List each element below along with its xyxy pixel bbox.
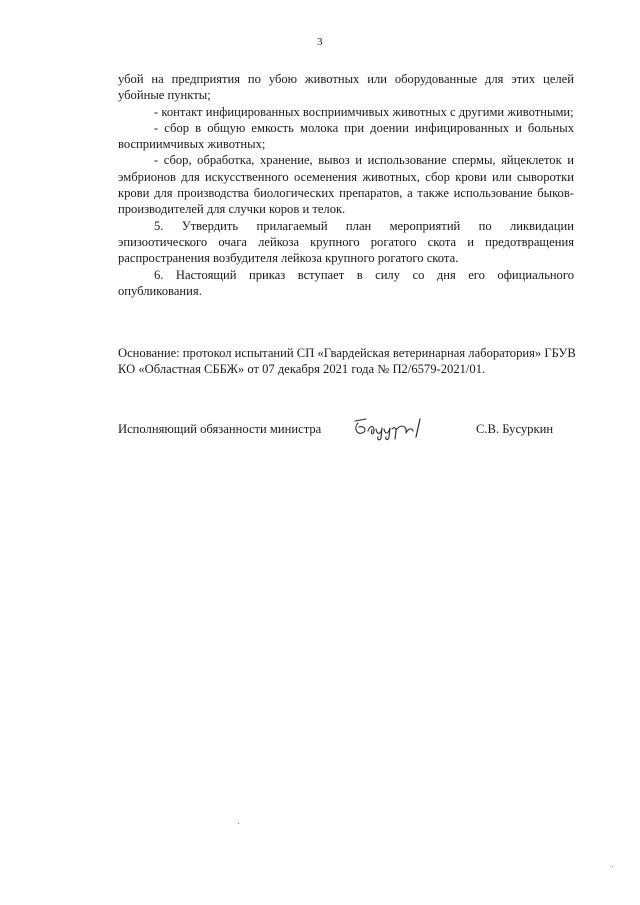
clause-6-effective-date: 6. Настоящий приказ вступает в силу со дня его официального опубликования. xyxy=(118,267,574,298)
list-item-sperm-handling: - сбор, обработка, хранение, вывоз и использование спермы, яйцеклеток и эмбрионов для искусственного осеменения животных, сбор крови или сыворотки крови для производства биологических препаратов, а также использование быков-производителей для случки коров и телок. xyxy=(118,153,574,217)
basis-block xyxy=(118,345,578,378)
document-body xyxy=(118,71,574,299)
scan-speck xyxy=(612,866,613,867)
clause-5-approve-plan: 5. Утвердить прилагаемый план мероприятий по ликвидации эпизоотического очага лейкоза крупного рогатого скота и предотвращения распространения возбудителя лейкоза крупного рогатого скота. xyxy=(118,218,574,266)
basis-text: Основание: протокол испытаний СП «Гвардейская ветеринарная лаборатория» ГБУВ КО «Областная СББЖ» от 07 декабря 2021 года № П2/6579-2021/01. xyxy=(118,346,576,377)
signatory-title: Исполняющий обязанности министра xyxy=(118,422,322,436)
handwritten-signature xyxy=(350,413,434,443)
paragraph-slaughter-continuation: убой на предприятия по убою животных или оборудованные для этих целей убойные пункты; xyxy=(118,72,574,103)
scan-speck xyxy=(238,823,239,824)
list-item-animal-contact: - контакт инфицированных восприимчивых животных с другими животными; xyxy=(154,104,574,119)
page-number: 3 xyxy=(317,36,323,48)
signatory-name: С.В. Бусуркин xyxy=(476,422,554,436)
list-item-milk-collection: - сбор в общую емкость молока при доении инфицированных и больных восприимчивых животных; xyxy=(118,120,574,152)
